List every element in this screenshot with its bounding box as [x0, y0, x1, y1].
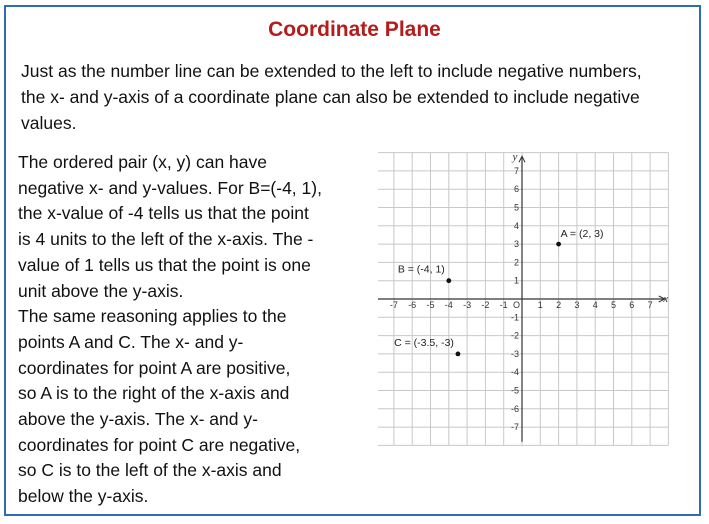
origin-label: O [512, 300, 520, 310]
y-tick-label: 2 [513, 257, 519, 268]
point-c [456, 352, 461, 357]
y-axis-label: y [512, 152, 518, 163]
x-tick-label: -7 [389, 300, 398, 310]
explanation-line: above the y-axis. The x- and y- [18, 409, 258, 430]
point-b-label: B = (-4, 1) [397, 263, 445, 276]
y-tick-label: -2 [510, 330, 519, 341]
explanation-line: points A and C. The x- and y- [18, 331, 244, 352]
x-tick-label: 5 [610, 300, 617, 310]
x-tick-label: -6 [408, 300, 417, 310]
explanation-line: negative x- and y-values. For B=(-4, 1), [18, 177, 322, 198]
x-tick-label: -1 [499, 300, 508, 310]
x-tick-label: -2 [481, 300, 490, 310]
y-tick-label: -1 [510, 312, 519, 323]
y-tick-label: 4 [513, 220, 519, 231]
y-tick-label: 5 [513, 202, 519, 213]
y-tick-label: -5 [510, 385, 519, 396]
explanation-line: the x-value of -4 tells us that the point [18, 203, 309, 224]
x-tick-label: 6 [629, 300, 635, 310]
y-tick-label: -6 [510, 403, 519, 414]
y-tick-label: -4 [510, 367, 519, 378]
explanation-line: coordinates for point C are negative, [18, 434, 301, 455]
y-tick-label: 6 [513, 184, 519, 195]
explanation-line: so A is to the right of the x-axis and [18, 383, 290, 404]
x-tick-label: 2 [556, 300, 562, 310]
point-a [556, 242, 561, 247]
x-tick-label: 4 [592, 300, 598, 310]
point-c-label: C = (-3.5, -3) [394, 336, 454, 349]
explanation-line: unit above the y-axis. [18, 280, 184, 301]
explanation-line: is 4 units to the left of the x-axis. The - [18, 229, 314, 250]
explanation-line: coordinates for point A are positive, [18, 357, 291, 378]
coordinate-plane [378, 152, 688, 452]
explanation-paragraph [18, 150, 373, 510]
x-tick-label: 3 [574, 300, 580, 310]
y-tick-label: 1 [513, 275, 519, 286]
explanation-line: The same reasoning applies to the [18, 306, 287, 327]
intro-paragraph: Just as the number line can be extended to the left to include negative numbers, the x- and y-axis of a coordinate plane can also be extended to include negative values. [21, 61, 642, 133]
x-axis-label: x [663, 293, 669, 305]
point-b [446, 278, 451, 283]
explanation-line: so C is to the left of the x-axis and [18, 460, 282, 481]
y-tick-label: 7 [513, 165, 519, 176]
x-tick-label: -4 [444, 300, 453, 310]
y-tick-label: -7 [510, 422, 519, 433]
explanation-line: value of 1 tells us that the point is one [18, 254, 311, 275]
explanation-line: below the y-axis. [18, 486, 149, 507]
x-tick-label: -3 [463, 300, 472, 310]
explanation-line: The ordered pair (x, y) can have [18, 152, 268, 172]
y-tick-label: -3 [510, 348, 519, 359]
y-tick-label: 3 [513, 239, 519, 250]
point-a-label: A = (2, 3) [560, 228, 604, 241]
x-tick-label: 7 [647, 300, 653, 310]
slide-title: Coordinate Plane [268, 18, 441, 41]
x-tick-label: 1 [537, 300, 543, 310]
x-tick-label: -5 [426, 300, 435, 310]
